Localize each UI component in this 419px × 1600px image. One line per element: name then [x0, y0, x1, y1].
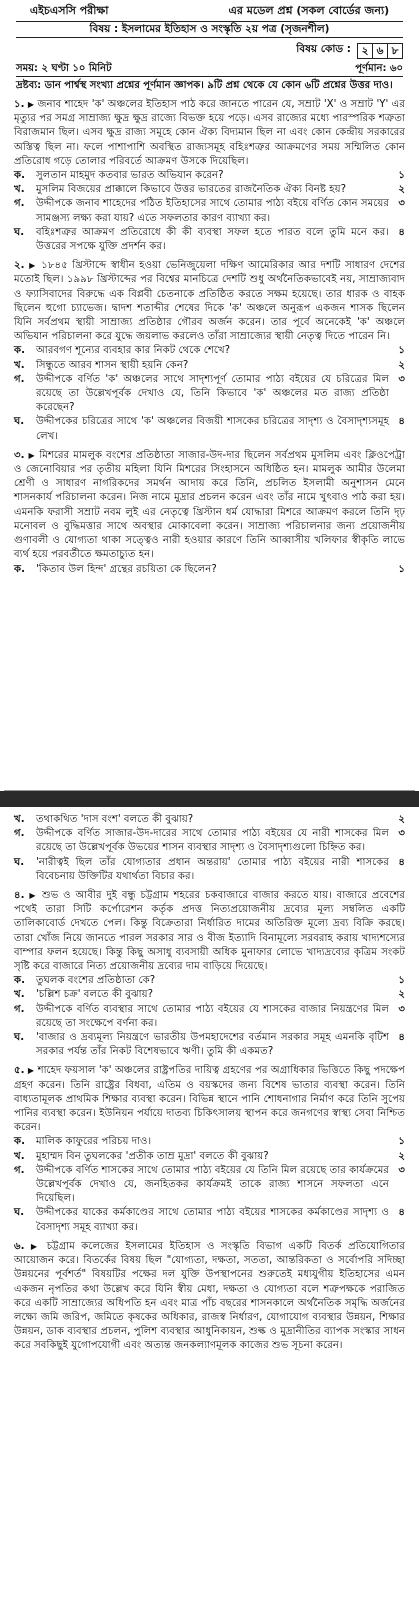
- sub-question: [14, 197, 405, 225]
- sub-label: ক.: [14, 170, 25, 182]
- sub-text: উদ্দীপকের চরিত্রের সাথে 'ক' অঞ্চলের বিজয়ী শাসকের চরিত্রের সাদৃশ্য ও বৈসাদৃশ্যসমূহ লেখ।: [36, 416, 389, 442]
- sub-question: [14, 359, 405, 373]
- sub-question: [14, 1150, 405, 1164]
- sub-text: সুলতান মাহমুদ কতবার ভারত অভিযান করেন?: [36, 170, 224, 182]
- question-4-stem: [14, 889, 405, 974]
- sub-marks: ৪: [398, 416, 405, 428]
- question-number: ৩.: [14, 449, 25, 461]
- sub-text: সিন্ধুতে আরব শাসন স্থায়ী হয়নি কেন?: [36, 359, 189, 371]
- sub-text: উদ্দীপকের যাকের কর্মকাণ্ডের সাথে তোমার পাঠ্য বইয়ের শাসকের কর্মকাণ্ডের সাদৃশ্য ও বৈসাদৃশ্য সমূহ ব্যাখ্যা কর।: [36, 1207, 389, 1233]
- sub-label: খ.: [14, 184, 25, 196]
- sub-question: [14, 344, 405, 358]
- sub-question: [14, 373, 405, 416]
- sub-label: ঘ.: [14, 416, 25, 428]
- code-digit: ৬: [372, 44, 387, 58]
- sub-marks: ২: [398, 184, 405, 196]
- question-text: ১৮৪৫ খ্রিস্টাব্দে স্বাধীন হওয়া ভেনিজুয়েলা দক্ষিণ আমেরিকার আর দশটি সাধারণ দেশের মতোই ছিল। ১৯৯৮ খ্রিস্টাব্দের পর বিশ্বের মানচিত্রে দেশটি শুধু অর্থনৈতিকভাবেই নয়, সাম্রাজ্যবাদ ও ফ্যাসিবাদের বিরুদ্ধে এক বিপ্লবী চেতনাকে প্রতিষ্ঠিত করতে সক্ষম হয়েছে। তার ধারক ও বাহক ছিলেন হুগো চ্যাভেজ। দ্বাদশ শতাব্দীর শেষের দিকে 'ক' অঞ্চলে অনুরূপ একজন শাসক ছিলেন যিনি সর্বপ্রথম স্থায়ী সাম্রাজ্য প্রতিষ্ঠার গৌরব অর্জন করেন। তার পূর্বে অনেকেই 'ক' অঞ্চলে অভিযান পরিচালনা করে যুদ্ধে জয়লাভ করলেও তাঁরা সাম্রাজ্যের স্থায়ী নেতৃত্ব দিতে পারেন নি।: [14, 260, 405, 343]
- sub-marks: ২: [398, 1150, 405, 1162]
- sub-question: [14, 1031, 405, 1059]
- sub-text: উদ্দীপকে বর্ণিত শাসকের সাথে তোমার পাঠ্য বইয়ের যে তিনি মিল রয়েছে তার কার্যক্রমের উল্লেখপূর্বক দেখাও যে, জনহিতকর কার্যক্রমই তাকে রাজ্য শাসনে সফলতা এনে দিয়েছিল।: [36, 1164, 389, 1205]
- subject-code-label: বিষয় কোড :: [296, 43, 351, 55]
- sub-marks: ৩: [398, 1164, 405, 1176]
- sub-marks: ১: [398, 563, 405, 575]
- sub-marks: ৪: [398, 1207, 405, 1219]
- sub-text: তথাকথিত 'দাস বংশ' বলতে কী বুঝায়?: [36, 814, 194, 825]
- sub-label: ঘ.: [14, 226, 25, 238]
- exam-title: [4, 4, 415, 18]
- question-text: শুভ ও আবীর দুই বন্ধু চট্টগ্রাম শহরের চকবাজারে বাজার করতে যায়। বাজারে প্রবেশের পথেই তারা সিটি কর্পোরেশন কর্তৃক প্রদত্ত নিত্যপ্রয়োজনীয় দ্রব্যের মূল্য সম্বলিত একটি তালিকাবোর্ড দেখতে পেল। কিন্তু বিক্রেতারা নির্ধারিত দামের অতিরিক্ত মূল্যে দ্রব্য বিক্রি করছে। তারা খোঁজ নিয়ে জানতে পারল সরকার সার ও বীজ ইত্যাদি বিনামূল্যে সরবরাহ করায় খাদ্যশস্যের বাম্পার ফলন হয়েছে। কিন্তু কিছু অসাধু ব্যবসায়ী অধিক মুনাফার লোভে খাদ্যদ্রব্যের কৃত্রিম সংকট সৃষ্টি করে বাজারে নিত্য প্রয়োজনীয় দ্রব্যের দাম বাড়িয়ে দিয়েছে।: [14, 890, 405, 973]
- sub-text: 'চল্লিশ চক্র' বলতে কী বুঝায়?: [36, 989, 154, 1001]
- sub-label: গ.: [14, 198, 25, 210]
- arrow-icon: ▶: [30, 1241, 41, 1251]
- sub-label: গ.: [14, 1003, 25, 1015]
- question-page-1: [4, 0, 415, 791]
- code-digit: ৮: [387, 44, 402, 58]
- arrow-icon: ▶: [27, 1066, 35, 1076]
- sub-question: [14, 415, 405, 443]
- sub-marks: ৩: [398, 1003, 405, 1015]
- sub-question: [14, 827, 405, 855]
- page-divider: [0, 791, 419, 807]
- sub-marks: ৪: [398, 856, 405, 868]
- sub-question: [14, 1135, 405, 1149]
- subject-line: বিষয় : ইসলামের ইতিহাস ও সংস্কৃতি ২য় পত্র (সৃজনশীল): [16, 21, 403, 38]
- sub-label: গ.: [14, 1164, 25, 1176]
- sub-question: [14, 813, 405, 827]
- sub-question: [14, 169, 405, 183]
- sub-marks: ৩: [398, 828, 405, 840]
- sub-question: [14, 1003, 405, 1031]
- sub-question: [14, 1164, 405, 1207]
- arrow-icon: ▶: [29, 261, 37, 271]
- subject-code-box: [357, 43, 403, 59]
- question-number: ৪.: [14, 890, 25, 902]
- instruction-text: দ্রষ্টব্য: ডান পার্শ্বস্থ সংখ্যা প্রশ্নের পূর্ণমান জ্ঞাপক। ৯টি প্রশ্ন থেকে যে কোন ৬টি প্রশ্নের উত্তর দাও।: [16, 80, 393, 91]
- sub-label: খ.: [14, 1150, 25, 1162]
- time-marks-row: [16, 62, 403, 77]
- question-1-stem: [14, 98, 405, 169]
- sub-label: ঘ.: [14, 1032, 25, 1044]
- question-number: ৬.: [14, 1240, 25, 1252]
- sub-question: [14, 183, 405, 197]
- question-number: ১.: [14, 99, 25, 110]
- sub-text: উদ্দীপকে বর্ণিত 'ক' অঞ্চলের সাথে সাদৃশ্যপূর্ণ তোমার পাঠ্য বইয়ের যে চরিত্রের মিল রয়েছে তা উল্লেখপূর্বক দেখাও যে, তিনি কিভাবে 'ক' অঞ্চলের মত রাজ্য প্রতিষ্ঠা করেছেন?: [36, 373, 389, 414]
- sub-text: 'নারীত্বই ছিল তাঁর যোগ্যতার প্রধান অন্তরায়' তোমার পাঠ্য বইয়ের নারী শাসকের বিবেচনায় উক্তিটির যথার্থতা বিচার কর।: [36, 856, 389, 882]
- sub-marks: ১: [398, 975, 405, 987]
- full-marks-label: পূর্ণমান: ৬০: [355, 63, 403, 74]
- question-text: চট্টগ্রাম কলেজের ইসলামের ইতিহাস ও সংস্কৃতি বিভাগ একটি বিতর্ক প্রতিযোগিতার আয়োজন করে। বিতর্কের বিষয় ছিল "যোগ্যতা, দক্ষতা, সততা, আন্তরিকতা ও সর্বোপরি সদিচ্ছা উন্নয়নের পূর্বশর্ত" বিষয়টির পক্ষের দল যুক্তি উপস্থাপনের শুরুতেই মধ্যযুগীয় ইতিহাসের এমন একজন নৃপতির কথা উল্লেখ করে যিনি স্বীয় মেধা, দক্ষতা ও যোগ্যতা বলে শত্রুপক্ষকে পরাজিত করে একটি সাম্রাজ্যের অধিপতি হন এবং মাত্র পাঁচ বছরের শাসনকালে অর্থনৈতিক সমৃদ্ধি অর্জনের লক্ষ্যে জমি জরিপ, জমিতে কৃষকের অধিকার, রাজস্ব নির্ধারণ, যোগাযোগ ব্যবস্থার উন্নয়ন, শিক্ষার উন্নয়ন, ডাক ব্যবস্থার প্রচলন, পুলিশ ব্যবস্থার আধুনিকায়ন, শুল্ক ও মুদ্রানীতির ব্যাপক সংস্কার সাধন করে সবকিছুই যুগোপযোগী এবং অত্যন্ত জনকল্যাণমূলক কাজের শুভ সূচনা করেন।: [14, 1240, 405, 1352]
- sub-text: মুসলিম বিজয়ের প্রাক্কালে কিভাবে উত্তর ভারতের রাজনৈতিক ঐক্য বিনষ্ট হয়?: [36, 184, 346, 196]
- sub-marks: ১: [398, 345, 405, 357]
- question-text: শাহেদ ফয়সাল 'ক' অঞ্চলের রাষ্ট্রপতির দায়িত্ব গ্রহণের পর অগ্রাধিকার ভিত্তিতে কিছু পদক্ষেপ গ্রহণ করেন। তিনি রাষ্ট্রের বিধবা, এতিম ও বয়স্কদের জন্য বিশেষ ভাতার ব্যবস্থা করেন। তিনি বাধ্যতামূলক প্রাথমিক শিক্ষার ব্যবস্থা করেন। বিভিন্ন স্থানে পানি শোধনাগার নির্মাণ করে তিনি সুপেয় পানির ব্যবস্থা করেন। ইউনিয়ন পর্যায়ে দাতব্য চিকিৎসালয় স্থাপন করে জনগণের স্বাস্থ্য সেবা নিশ্চিত করেন।: [14, 1065, 405, 1134]
- sub-text: বহিঃশত্রুর আক্রমণ প্রতিরোধে কী কী ব্যবস্থা সফল হতে পারত বলে তুমি মনে কর। উত্তরের সপক্ষে যুক্তি প্রদর্শন কর।: [36, 226, 389, 253]
- sub-label: খ.: [14, 359, 25, 371]
- sub-marks: ২: [398, 989, 405, 1001]
- sub-question: [14, 856, 405, 884]
- sub-marks: ৪: [398, 226, 405, 238]
- sub-label: ক.: [14, 563, 25, 575]
- question-6-stem: [14, 1240, 405, 1354]
- question-2-stem: [14, 259, 405, 344]
- sub-text: মুহাম্মদ বিন তুঘলকের 'প্রতীক তাম্র মুদ্রা' বলতে কী বুঝায়?: [36, 1150, 269, 1162]
- arrow-icon: ▶: [28, 450, 36, 460]
- sub-label: ক.: [14, 1136, 25, 1148]
- sub-marks: ৩: [398, 373, 405, 385]
- question-number: ৫.: [14, 1065, 25, 1077]
- sub-text: উদ্দীপকে বর্ণিত সাজার-উদ-দারের সাথে তোমার পাঠ্য বইয়ের যে নারী শাসকের মিল রয়েছে তা উল্লেখপূর্বক উভয়ের শাসন ব্যবস্থার সাদৃশ্য ও বৈসাদৃশ্যগুলো চিহ্নিত কর।: [36, 828, 389, 854]
- sub-label: ঘ.: [14, 856, 25, 868]
- subject-code-row: [4, 42, 403, 59]
- sub-question: [14, 988, 405, 1002]
- question-text: জনাব শাহেদ 'ক' অঞ্চলের ইতিহাস পাঠ করে জানতে পারেন যে, সম্রাট 'X' ও সম্রাট 'Y' এর মৃত্যুর পর সমগ্র সাম্রাজ্য ক্ষুদ্র ক্ষুদ্র রাজ্যে বিভক্ত হয়ে পড়ে। এসব রাজ্যের মধ্যে পারস্পরিক শত্রুতা বিরাজমান ছিল। এসব ক্ষুদ্র রাজ্য সমূহে কোন ঐক্য বিদ্যমান ছিল না এবং কোন কেন্দ্রীয় সরকারের অস্তিত্ব ছিল না। ফলে পাশাপাশি অবস্থিত রাজ্যসমূহ বহিঃশত্রুর আক্রমণের সময় সম্মিলিত কোন প্রতিরোধ গড়ে তোলার পরিবর্তে আক্রমণ উসকে দিয়েছিল।: [14, 99, 405, 167]
- arrow-icon: ▶: [27, 100, 35, 109]
- exam-name: এইচএসসি পরীক্ষা: [29, 4, 109, 17]
- question-text: মিশরের মামলুক বংশের প্রতিষ্ঠাতা সাজার-উদ-দার ছিলেন সর্বপ্রথম মুসলিম এবং ক্লিওপেট্রা ও জেনোবিয়ার পর তৃতীয় মহিলা যিনি মিশরের সিংহাসনে অধিষ্ঠিত হন। মামলুক আমীর উলেমা শ্রেণী ও সাধারণ নাগরিকদের সমর্থন আদায় করে তিনি, প্রচলিত ইসলামী অনুশাসন মেনে শাসনকার্য পরিচালনা করেন। নিজ নামে মুদ্রার প্রচলন করেন এবং তাঁর নামে খুৎবাও পাঠ করা হয়। এমনকি ফরাসী সম্রাট নবম লুই এর নেতৃত্বে খ্রিস্টান ধর্ম যোদ্ধারা মিশরে আক্রমণ করলে তিনি দৃঢ় মনোবল ও বুদ্ধিমত্তার সাথে অবস্থার মোকাবেলা করেন। সাম্রাজ্য পরিচালনার জন্য প্রয়োজনীয় গুণাবলী ও যোগ্যতা থাকা সত্ত্বেও নারী হওয়ার কারণে তিনি আব্বাসীয় খলিফার স্বীকৃতি লাভে ব্যর্থ হয়ে পরবর্তীতে ক্ষমতাচ্যুত হন।: [14, 449, 405, 561]
- sub-question: [14, 974, 405, 988]
- sub-text: তুঘলক বংশের প্রতিষ্ঠাতা কে?: [36, 975, 156, 987]
- question-5-stem: [14, 1064, 405, 1135]
- question-page-2: [4, 807, 415, 1600]
- sub-label: খ.: [14, 989, 25, 1001]
- sub-label: গ.: [14, 828, 25, 840]
- model-label: এর মডেল প্রশ্ন (সকল বোর্ডের জন্য): [228, 4, 390, 17]
- time-label: সময়: ২ ঘণ্টা ১০ মিনিট: [16, 63, 112, 74]
- sub-label: ঘ.: [14, 1207, 25, 1219]
- sub-marks: ৪: [398, 1032, 405, 1044]
- sub-marks: ১: [398, 1136, 405, 1148]
- sub-question: [14, 563, 405, 577]
- arrow-icon: ▶: [29, 891, 38, 901]
- sub-question: [14, 1206, 405, 1234]
- question-3-stem: [14, 449, 405, 563]
- sub-label: ক.: [14, 345, 25, 357]
- sub-question: [14, 226, 405, 254]
- sub-text: আরবগণ শূন্যের ব্যবহার কার নিকট থেকে শেখে?: [36, 345, 231, 357]
- sub-marks: ২: [398, 359, 405, 371]
- sub-text: উদ্দীপকে জনাব শাহেদের পঠিত ইতিহাসের সাথে তোমার পাঠ্য বইয়ে বর্ণিত কোন সময়ের সামঞ্জস্য লক্ষ্য করা যায়? এতে সফলতার কারণ ব্যাখ্যা কর।: [36, 198, 389, 224]
- question-number: ২.: [14, 260, 25, 272]
- sub-label: ক.: [14, 975, 25, 987]
- sub-marks: ১: [398, 170, 405, 182]
- code-digit: ২: [361, 44, 369, 57]
- sub-marks: ৩: [398, 198, 405, 210]
- sub-label: গ.: [14, 373, 25, 385]
- sub-text: 'বাজার ও দ্রব্যমূল্য নিয়ন্ত্রণে ভারতীয় উপমহাদেশের বর্তমান সরকার সমূহ এমনকি বৃটিশ সরকার পর্যন্ত তাঁর নিকট বিশেষভাবে ঋণী। তুমি কী একমত?: [36, 1032, 389, 1058]
- sub-label: খ.: [14, 814, 25, 825]
- sub-text: মালিক কাফুরের পরিচয় দাও।: [36, 1136, 152, 1148]
- sub-text: 'কিতাব উল হিন্দ' গ্রন্থের রচয়িতা কে ছিলেন?: [36, 563, 217, 575]
- sub-text: উদ্দীপকে বর্ণিত ব্যবস্থার সাথে তোমার পাঠ্য বইয়ের যে শাসকের বাজার নিয়ন্ত্রণের মিল রয়েছে তা সংক্ষেপে বর্ণনা কর।: [36, 1003, 389, 1029]
- sub-marks: ২: [398, 814, 405, 825]
